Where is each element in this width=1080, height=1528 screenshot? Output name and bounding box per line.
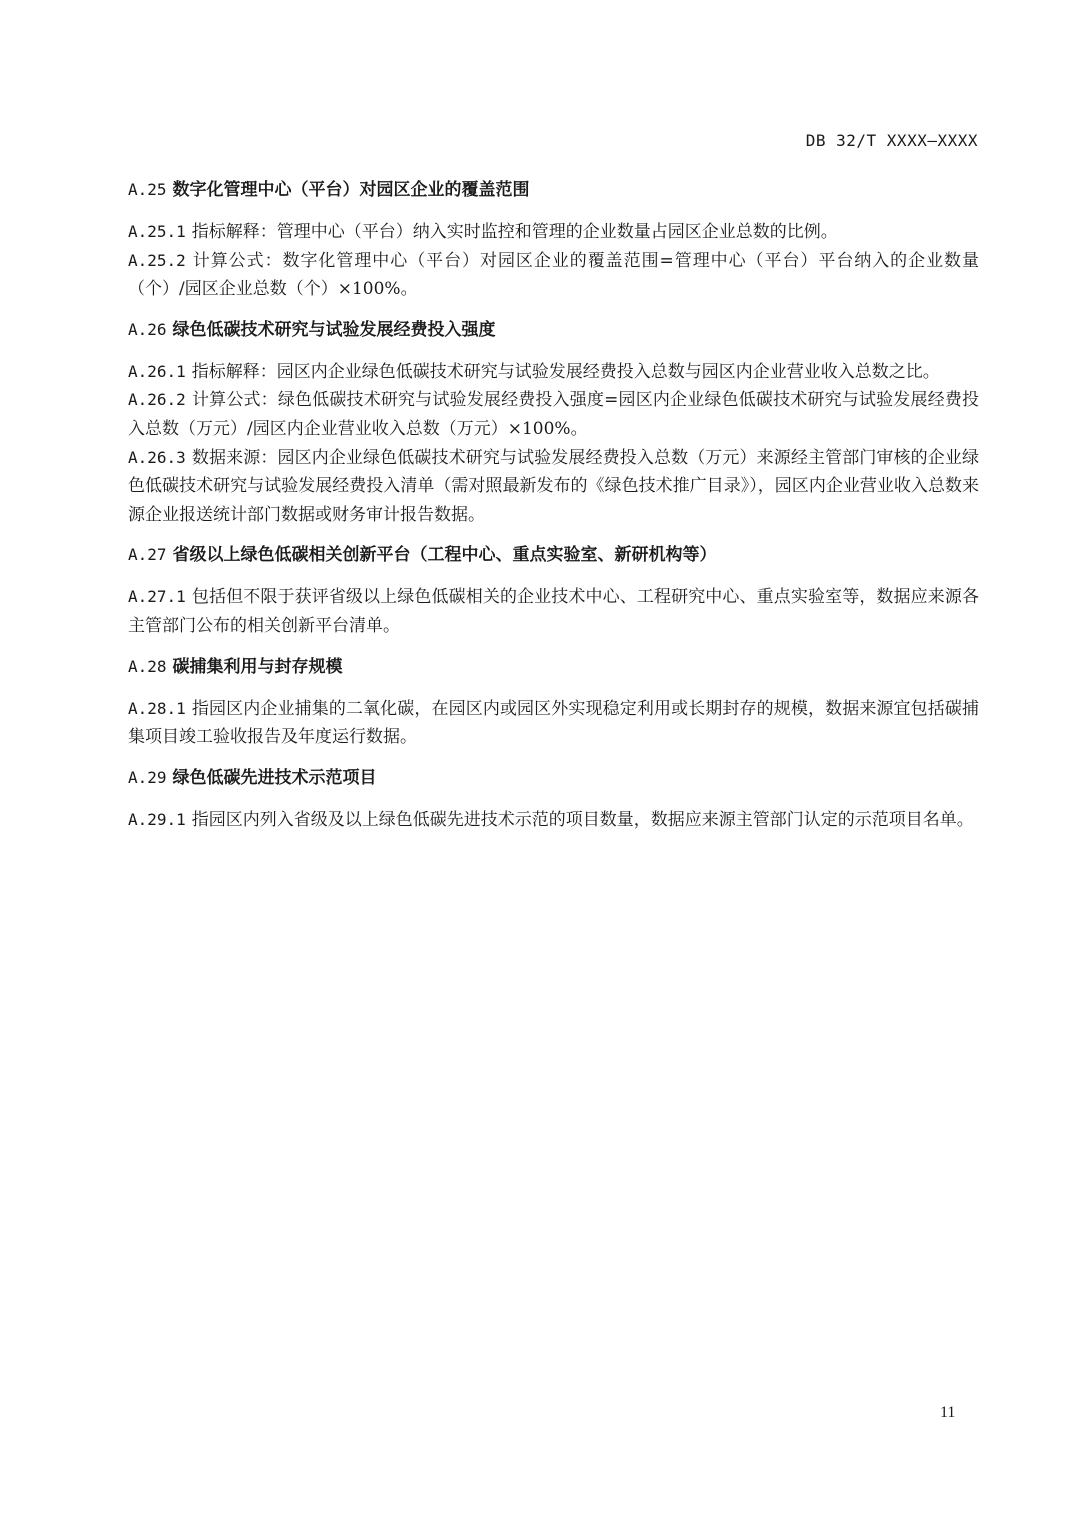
section-a27 bbox=[128, 541, 979, 640]
clause-text: 指园区内列入省级及以上绿色低碳先进技术示范的项目数量，数据应来源主管部门认定的示范项目名单。 bbox=[191, 809, 974, 830]
clause-paragraph bbox=[128, 695, 979, 752]
clause-text: 包括但不限于获评省级以上绿色低碳相关的企业技术中心、工程研究中心、重点实验室等，数据应来源各主管部门公布的相关创新平台清单。 bbox=[128, 587, 979, 636]
section-number: A.27 bbox=[128, 545, 167, 565]
clause-number: A.29.1 bbox=[128, 809, 186, 829]
clause-number: A.28.1 bbox=[128, 698, 186, 718]
section-title bbox=[128, 764, 979, 792]
section-number: A.26 bbox=[128, 319, 167, 339]
clause-text: 计算公式：绿色低碳技术研究与试验发展经费投入强度=园区内企业绿色低碳技术研究与试验发展经费投入总数（万元）/园区内企业营业收入总数（万元）×100%。 bbox=[128, 390, 979, 439]
section-number: A.25 bbox=[128, 180, 167, 199]
clause-number: A.26.2 bbox=[128, 390, 186, 410]
section-title-text: 省级以上绿色低碳相关创新平台（工程中心、重点实验室、新研机构等） bbox=[172, 545, 717, 566]
section-title-text: 碳捕集利用与封存规模 bbox=[172, 656, 343, 677]
section-a28 bbox=[128, 653, 979, 752]
section-title-text: 绿色低碳先进技术示范项目 bbox=[172, 767, 377, 788]
clause-number: A.25.1 bbox=[128, 222, 186, 241]
section-title-text: 绿色低碳技术研究与试验发展经费投入强度 bbox=[172, 319, 496, 340]
clause-text: 指标解释：管理中心（平台）纳入实时监控和管理的企业数量占园区企业总数的比例。 bbox=[191, 222, 838, 242]
clause-number: A.26.1 bbox=[128, 361, 186, 381]
section-a26 bbox=[128, 316, 979, 530]
clause-number: A.25.2 bbox=[128, 250, 186, 270]
clause-number: A.26.3 bbox=[128, 447, 186, 467]
clause-text: 指标解释：园区内企业绿色低碳技术研究与试验发展经费投入总数与园区内企业营业收入总数之比。 bbox=[191, 361, 940, 382]
section-a25 bbox=[128, 176, 979, 304]
section-title bbox=[128, 653, 979, 681]
section-title-text: 数字化管理中心（平台）对园区企业的覆盖范围 bbox=[172, 180, 530, 200]
page-number: 11 bbox=[940, 1404, 956, 1421]
section-title bbox=[128, 316, 979, 344]
section-number: A.28 bbox=[128, 656, 167, 676]
clause-number: A.27.1 bbox=[128, 587, 186, 607]
clause-text: 计算公式：数字化管理中心（平台）对园区企业的覆盖范围=管理中心（平台）平台纳入的企业数量（个）/园区企业总数（个）×100%。 bbox=[128, 250, 979, 300]
document-body bbox=[128, 176, 979, 834]
clause-paragraph bbox=[128, 444, 979, 530]
clause-text: 数据来源：园区内企业绿色低碳技术研究与试验发展经费投入总数（万元）来源经主管部门审核的企业绿色低碳技术研究与试验发展经费投入清单（需对照最新发布的《绿色技术推广目录》），园区内企业营业收入总数来源企业报送统计部门数据或财务审计报告数据。 bbox=[128, 447, 979, 525]
section-title bbox=[128, 176, 979, 204]
clause-paragraph bbox=[128, 386, 979, 443]
clause-paragraph bbox=[128, 583, 979, 640]
document-code-header: DB 32/T XXXX—XXXX bbox=[805, 131, 978, 150]
section-a29 bbox=[128, 764, 979, 835]
section-number: A.29 bbox=[128, 767, 167, 787]
clause-text: 指园区内企业捕集的二氧化碳，在园区内或园区外实现稳定利用或长期封存的规模，数据来源宜包括碳捕集项目竣工验收报告及年度运行数据。 bbox=[128, 698, 979, 748]
clause-paragraph bbox=[128, 218, 979, 247]
clause-paragraph bbox=[128, 247, 979, 304]
section-title bbox=[128, 541, 979, 569]
clause-paragraph bbox=[128, 358, 979, 387]
clause-paragraph bbox=[128, 806, 979, 835]
